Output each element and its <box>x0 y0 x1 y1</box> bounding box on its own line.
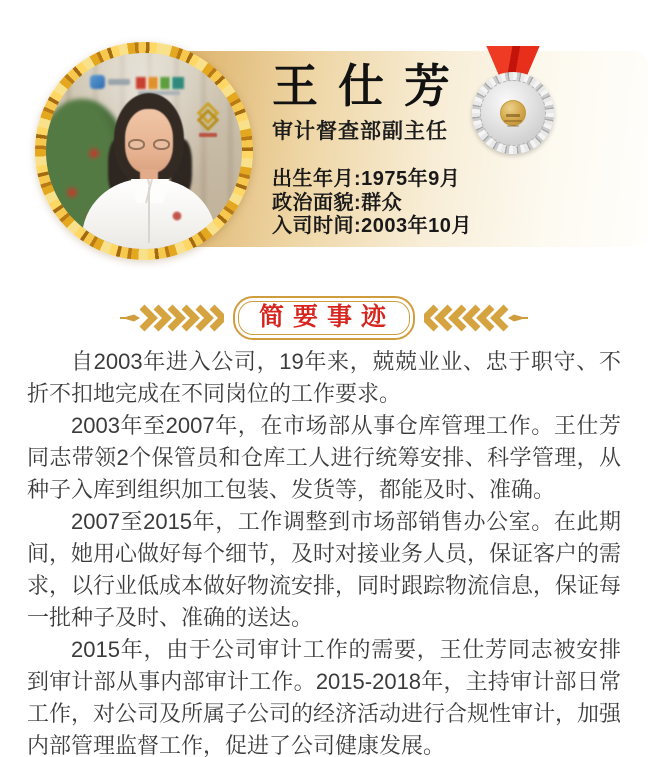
profile-header <box>272 60 472 239</box>
info-political-status: 政治面貌:群众 <box>272 191 403 214</box>
shirt-emblem <box>172 211 182 221</box>
biography-section <box>27 346 621 757</box>
bio-paragraph: 2007至2015年，工作调整到市场部销售办公室。在此期间，她用心做好每个细节，及时对接业务人员，保证客户的需求，以行业低成本做好物流安排，同时跟踪物流信息，保证每一批种子及时、准确的送达。 <box>27 509 622 630</box>
glasses-icon <box>128 139 170 151</box>
bio-paragraph: 2003年至2007年，在市场部从事仓库管理工作。王仕芳同志带领2个保管员和仓库工人进行统筹安排、科学管理，从种子入库到组织加工包装、发货等，都能及时、准确。 <box>27 413 621 502</box>
bio-paragraph: 自2003年进入公司，19年来，兢兢业业、忠于职守、不折不扣地完成在不同岗位的工作要求。 <box>27 349 621 406</box>
person-info-list <box>272 168 472 239</box>
section-title-banner <box>0 296 648 340</box>
portrait-gold-ring <box>35 42 253 260</box>
info-join-date: 入司时间:2003年10月 <box>272 215 472 237</box>
portrait-photo <box>46 53 242 249</box>
bio-paragraph: 2015年，由于公司审计工作的需要，王仕芳同志被安排到审计部从事内部审计工作。2015-2018年，主持审计部日常工作，对公司及所属子公司的经济活动进行合规性审计，加强内部管理监督工作，促进了公司健康发展。 <box>27 637 622 757</box>
person-job-title: 审计督查部副主任 <box>272 120 448 143</box>
person-name: 王仕芳 <box>272 59 470 113</box>
section-title-pill <box>233 296 415 340</box>
medal-gold-center <box>500 100 526 126</box>
portrait-person <box>46 53 242 249</box>
info-birth-date: 出生年月:1975年9月 <box>272 168 461 190</box>
wheat-arrow-right-icon <box>424 303 528 333</box>
section-title: 简要事迹 <box>258 303 395 331</box>
medal-coin-icon <box>472 72 554 154</box>
wheat-arrow-left-icon <box>120 303 224 333</box>
medal-icon <box>460 44 570 162</box>
